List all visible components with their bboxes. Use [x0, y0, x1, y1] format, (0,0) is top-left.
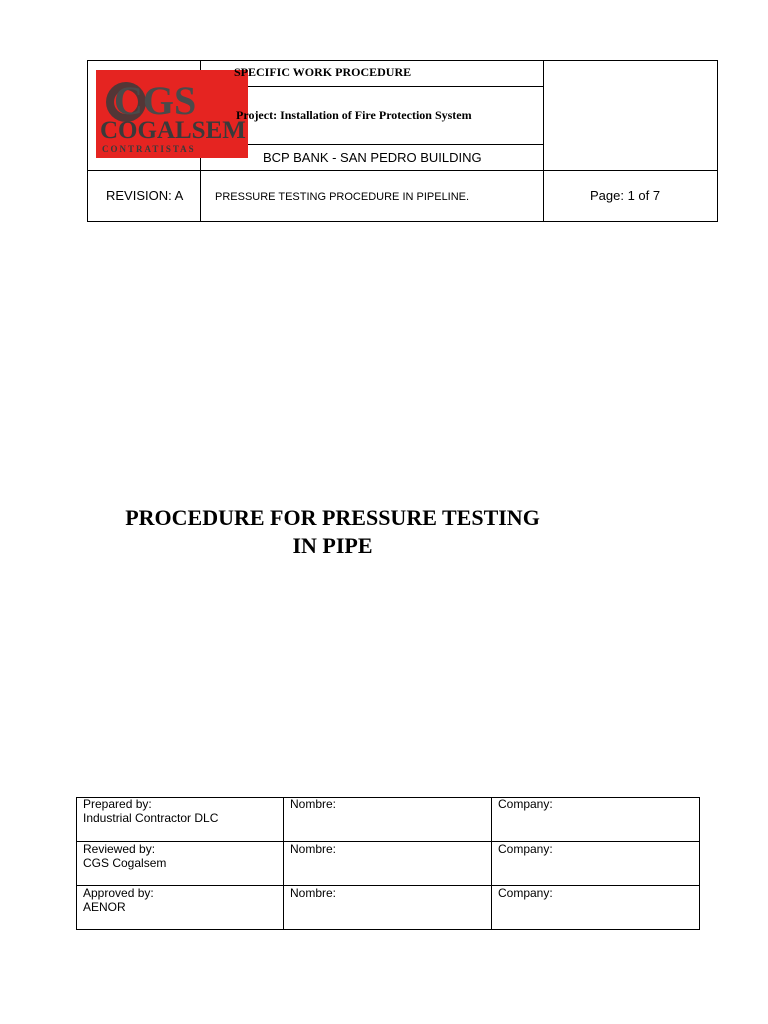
building-name: BCP BANK - SAN PEDRO BUILDING	[263, 150, 482, 165]
sig-row-approved	[83, 886, 154, 914]
sig-row-prepared	[83, 797, 218, 825]
page-title-line2: IN PIPE	[292, 533, 373, 558]
page-title	[80, 504, 585, 560]
project-text: : Installation of Fire Protection System	[273, 108, 472, 122]
sig-nombre: Nombre:	[290, 797, 337, 811]
sig-role: Prepared by:	[83, 797, 152, 811]
procedure-label: SPECIFIC WORK PROCEDURE	[234, 65, 412, 79]
sig-row-reviewed	[83, 842, 166, 870]
sig-company: Company:	[498, 886, 553, 900]
logo-small-text: CONTRATISTAS	[102, 144, 196, 154]
cgs-logo-graphic	[96, 70, 248, 158]
revision-label: REVISION: A	[106, 188, 184, 203]
sig-company: Company:	[498, 842, 553, 856]
logo-main-text: CGS	[114, 78, 197, 123]
logo-sub-text: COGALSEM	[100, 117, 246, 144]
page-title-line1: PROCEDURE FOR PRESSURE TESTING	[125, 505, 540, 530]
project-prefix: Project	[236, 108, 274, 122]
sig-nombre: Nombre:	[290, 842, 337, 856]
sig-role: Approved by:	[83, 886, 154, 900]
company-logo	[96, 70, 248, 158]
sig-nombre: Nombre:	[290, 886, 337, 900]
doc-title: PRESSURE TESTING PROCEDURE IN PIPELINE.	[215, 191, 470, 203]
sig-name: CGS Cogalsem	[83, 856, 167, 870]
sig-name: Industrial Contractor DLC	[83, 811, 219, 825]
sig-role: Reviewed by:	[83, 842, 156, 856]
project-line	[236, 108, 472, 123]
page-number: Page: 1 of 7	[590, 188, 661, 203]
sig-company: Company:	[498, 797, 553, 811]
sig-name: AENOR	[83, 900, 126, 914]
